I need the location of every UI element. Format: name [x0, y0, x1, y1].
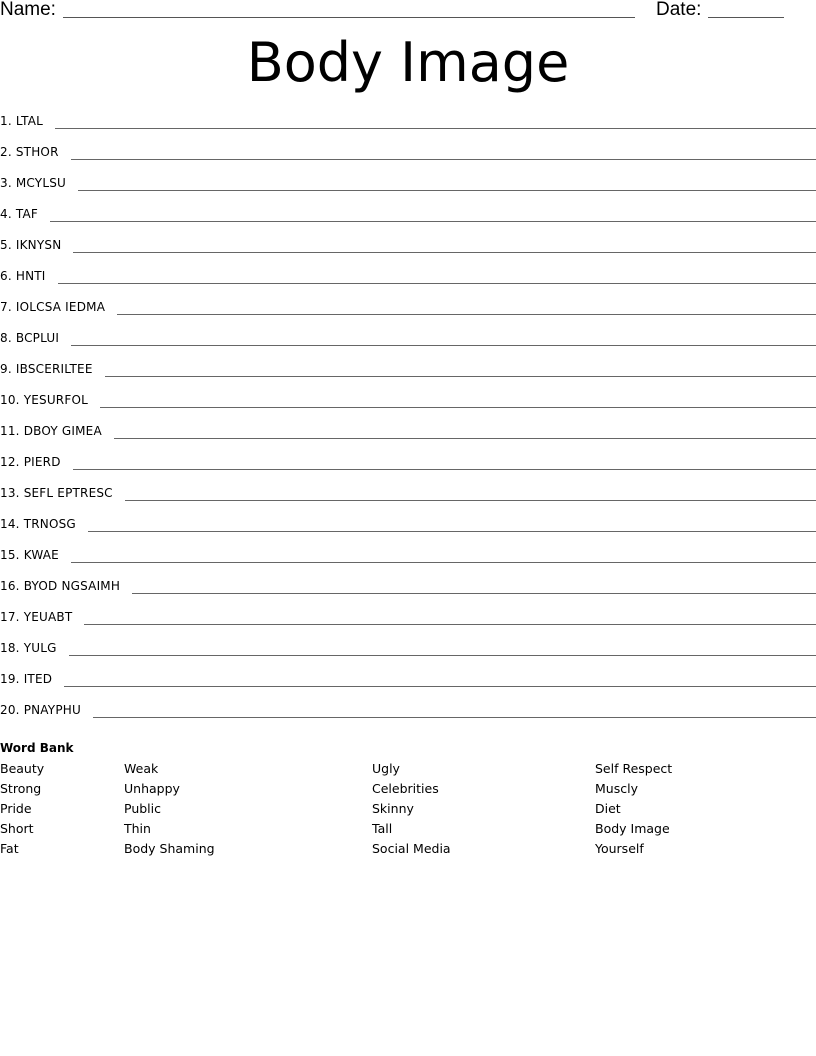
word-bank-column — [372, 759, 451, 859]
scrambled-word-label: 3. MCYLSU — [0, 176, 67, 190]
name-label: Name: — [0, 0, 56, 20]
scrambled-word-label: 11. DBOY GIMEA — [0, 424, 102, 438]
question-row — [0, 173, 816, 204]
question-row — [0, 235, 816, 266]
word-bank-word: Diet — [595, 801, 621, 816]
question-row — [0, 328, 816, 359]
word-bank-word: Short — [0, 821, 34, 836]
scrambled-word-label: 13. SEFL EPTRESC — [0, 486, 113, 500]
scrambled-word-label: 8. BCPLUI — [0, 331, 60, 345]
scrambled-word-label: 14. TRNOSG — [0, 517, 76, 531]
word-bank-column — [0, 759, 44, 859]
question-list — [0, 111, 816, 731]
word-bank-word: Tall — [372, 821, 393, 836]
question-row — [0, 576, 816, 607]
answer-blank-line[interactable] — [55, 111, 816, 129]
answer-blank-line[interactable] — [69, 638, 816, 656]
question-row — [0, 421, 816, 452]
question-row — [0, 297, 816, 328]
question-row — [0, 669, 816, 700]
word-bank-word: Social Media — [372, 841, 451, 856]
date-blank-line[interactable] — [708, 17, 784, 18]
scrambled-word-label: 6. HNTI — [0, 269, 46, 283]
scrambled-word-label: 1. LTAL — [0, 114, 43, 128]
word-bank-column — [595, 759, 672, 859]
question-row — [0, 452, 816, 483]
question-row — [0, 483, 816, 514]
answer-blank-line[interactable] — [125, 483, 816, 501]
word-bank-word: Public — [124, 801, 161, 816]
scrambled-word-label: 4. TAF — [0, 207, 38, 221]
answer-blank-line[interactable] — [88, 514, 816, 532]
word-bank-word: Body Image — [595, 821, 670, 836]
question-row — [0, 359, 816, 390]
word-bank-word: Skinny — [372, 801, 414, 816]
answer-blank-line[interactable] — [114, 421, 816, 439]
date-label: Date: — [656, 0, 702, 20]
word-bank-word: Self Respect — [595, 761, 673, 776]
word-bank-word: Thin — [124, 821, 151, 836]
question-row — [0, 111, 816, 142]
scrambled-word-label: 18. YULG — [0, 641, 57, 655]
word-bank-column — [124, 759, 215, 859]
scrambled-word-label: 16. BYOD NGSAIMH — [0, 579, 121, 593]
scrambled-word-label: 7. IOLCSA IEDMA — [0, 300, 106, 314]
question-row — [0, 266, 816, 297]
question-row — [0, 514, 816, 545]
word-bank-word: Strong — [0, 781, 42, 796]
answer-blank-line[interactable] — [73, 235, 816, 253]
word-bank-word: Unhappy — [124, 781, 180, 796]
scrambled-word-label: 12. PIERD — [0, 455, 61, 469]
answer-blank-line[interactable] — [117, 297, 816, 315]
answer-blank-line[interactable] — [64, 669, 816, 687]
scrambled-word-label: 9. IBSCERILTEE — [0, 362, 93, 376]
word-bank-word: Muscly — [595, 781, 638, 796]
answer-blank-line[interactable] — [105, 359, 816, 377]
question-row — [0, 390, 816, 421]
word-bank-word: Beauty — [0, 761, 45, 776]
scrambled-word-label: 15. KWAE — [0, 548, 59, 562]
name-blank-line[interactable] — [63, 17, 635, 18]
word-bank-word: Ugly — [372, 761, 400, 776]
page-title: Body Image — [246, 31, 570, 94]
question-row — [0, 607, 816, 638]
word-bank-word: Weak — [124, 761, 159, 776]
answer-blank-line[interactable] — [93, 700, 816, 718]
question-row — [0, 638, 816, 669]
scrambled-word-label: 20. PNAYPHU — [0, 703, 81, 717]
answer-blank-line[interactable] — [100, 390, 816, 408]
question-row — [0, 700, 816, 731]
answer-blank-line[interactable] — [58, 266, 816, 284]
answer-blank-line[interactable] — [78, 173, 816, 191]
answer-blank-line[interactable] — [71, 328, 816, 346]
question-row — [0, 142, 816, 173]
scrambled-word-label: 2. STHOR — [0, 145, 59, 159]
answer-blank-line[interactable] — [50, 204, 816, 222]
answer-blank-line[interactable] — [71, 545, 816, 563]
scrambled-word-label: 5. IKNYSN — [0, 238, 62, 252]
header-row — [0, 0, 816, 24]
answer-blank-line[interactable] — [73, 452, 816, 470]
question-row — [0, 545, 816, 576]
word-bank — [0, 739, 816, 859]
word-bank-word: Yourself — [595, 841, 644, 856]
word-bank-grid — [0, 759, 816, 859]
word-bank-word: Body Shaming — [124, 841, 215, 856]
scrambled-word-label: 17. YEUABT — [0, 610, 73, 624]
answer-blank-line[interactable] — [84, 607, 816, 625]
question-row — [0, 204, 816, 235]
answer-blank-line[interactable] — [71, 142, 816, 160]
word-bank-word: Celebrities — [372, 781, 439, 796]
scrambled-word-label: 19. ITED — [0, 672, 53, 686]
word-bank-word: Pride — [0, 801, 32, 816]
word-bank-word: Fat — [0, 841, 19, 856]
word-bank-title: Word Bank — [0, 741, 74, 755]
scrambled-word-label: 10. YESURFOL — [0, 393, 88, 407]
answer-blank-line[interactable] — [132, 576, 816, 594]
